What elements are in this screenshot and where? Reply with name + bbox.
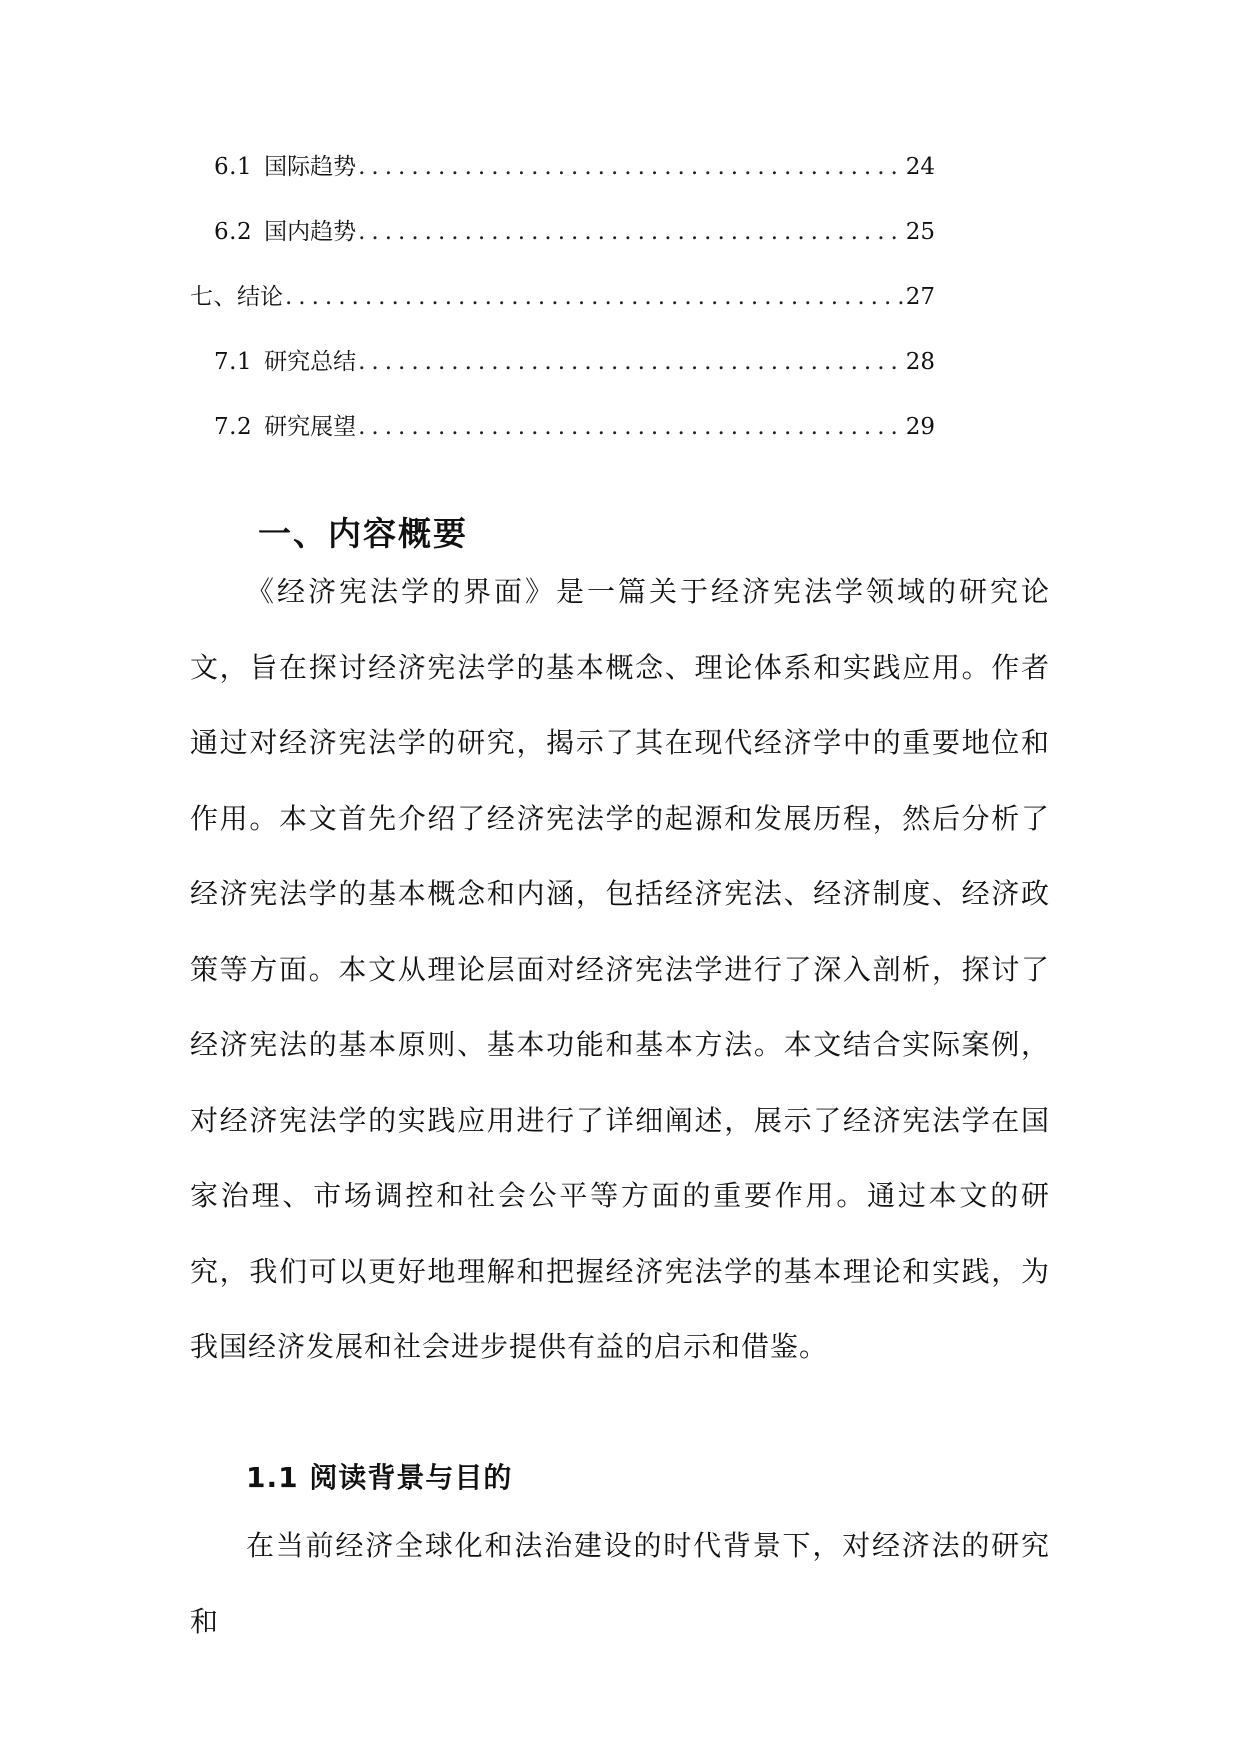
toc-dot-leader (358, 349, 904, 375)
toc-entry-number: 7.1 (214, 349, 253, 375)
toc-entry-page: 27 (905, 284, 935, 310)
toc-dot-leader (358, 219, 904, 245)
toc-entry-number: 6.1 (214, 154, 253, 180)
toc-dot-leader (285, 284, 904, 310)
table-of-contents (190, 148, 935, 473)
toc-dot-leader (358, 154, 904, 180)
toc-entry-title: 国际趋势 (264, 154, 357, 180)
toc-entry[interactable] (190, 408, 935, 473)
toc-entry-number: 7.2 (214, 414, 253, 440)
toc-entry-number: 6.2 (214, 219, 253, 245)
body-paragraph: 《经济宪法学的界面》是一篇关于经济宪法学领域的研究论文，旨在探讨经济宪法学的基本概念、理论体系和实践应用。作者通过对经济宪法学的研究，揭示了其在现代经济学中的重要地位和作用。本文首先介绍了经济宪法学的起源和发展历程，然后分析了经济宪法学的基本概念和内涵，包括经济宪法、经济制度、经济政策等方面。本文从理论层面对经济宪法学进行了深入剖析，探讨了经济宪法的基本原则、基本功能和基本方法。本文结合实际案例，对经济宪法学的实践应用进行了详细阐述，展示了经济宪法学在国家治理、市场调控和社会公平等方面的重要作用。通过本文的研究，我们可以更好地理解和把握经济宪法学的基本理论和实践，为我国经济发展和社会进步提供有益的启示和借鉴。 (190, 575, 1050, 1363)
toc-entry-page: 28 (905, 349, 935, 375)
toc-entry-page: 24 (905, 154, 935, 180)
toc-entry-title: 研究展望 (264, 414, 357, 440)
toc-entry[interactable] (190, 213, 935, 278)
body-paragraph: 在当前经济全球化和法治建设的时代背景下，对经济法的研究和 (190, 1529, 1050, 1638)
toc-entry-title: 国内趋势 (264, 219, 357, 245)
toc-entry-page: 29 (905, 414, 935, 440)
toc-entry[interactable] (190, 148, 935, 213)
toc-entry-page: 25 (905, 219, 935, 245)
toc-entry[interactable] (190, 278, 935, 343)
toc-entry-number: 七、 (190, 284, 237, 310)
section-heading: 一、内容概要 (258, 514, 468, 553)
toc-entry[interactable] (190, 343, 935, 408)
toc-dot-leader (358, 414, 904, 440)
toc-entry-title: 结论 (237, 284, 283, 310)
subsection-heading: 1.1 阅读背景与目的 (246, 1461, 513, 1494)
toc-entry-title: 研究总结 (264, 349, 357, 375)
